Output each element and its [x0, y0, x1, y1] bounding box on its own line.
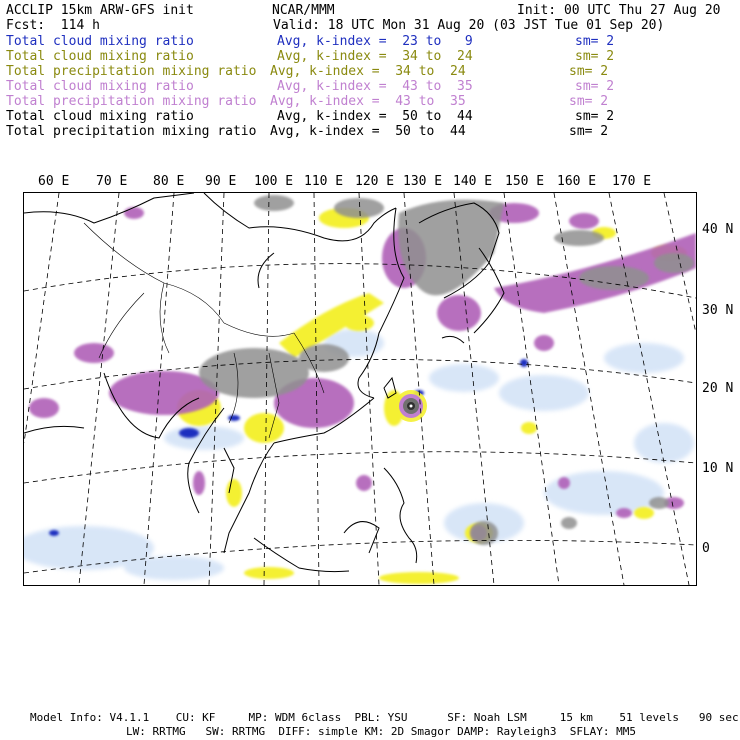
lat-label-20n: 20 N: [702, 381, 734, 396]
forecast-hour: Fcst: 114 h: [6, 18, 100, 33]
lat-label-40n: 40 N: [702, 222, 734, 237]
lon-label-110e: 110 E: [304, 174, 344, 189]
legend-sm-7: sm= 2: [569, 124, 609, 139]
legend-field-7: Total precipitation mixing ratio: [6, 124, 257, 139]
lat-label-30n: 30 N: [702, 303, 734, 318]
legend-field-6: Total cloud mixing ratio: [6, 109, 194, 124]
lon-label-80e: 80 E: [153, 174, 185, 189]
legend-sm-6: sm= 2: [575, 109, 615, 124]
legend-avg-6: Avg, k-index = 50 to 44: [277, 109, 473, 124]
legend-avg-1: Avg, k-index = 23 to 9: [277, 34, 473, 49]
lat-label-10n: 10 N: [702, 461, 734, 476]
legend-sm-3: sm= 2: [569, 64, 609, 79]
legend-avg-7: Avg, k-index = 50 to 44: [270, 124, 466, 139]
legend-field-5: Total precipitation mixing ratio: [6, 94, 257, 109]
legend-field-1: Total cloud mixing ratio: [6, 34, 194, 49]
legend-sm-5: sm= 2: [569, 94, 609, 109]
legend-sm-4: sm= 2: [575, 79, 615, 94]
valid-time: Valid: 18 UTC Mon 31 Aug 20 (03 JST Tue 01 Sep 20): [273, 18, 665, 33]
model-info-line1: Model Info: V4.1.1 CU: KF MP: WDM 6class PBL: YSU SF: Noah LSM 15 km 51 levels 90 sec: [30, 711, 739, 724]
lon-label-140e: 140 E: [453, 174, 493, 189]
legend-field-3: Total precipitation mixing ratio: [6, 64, 257, 79]
map-panel: [23, 192, 697, 586]
map-canvas: [24, 193, 696, 585]
lon-label-70e: 70 E: [96, 174, 128, 189]
typhoon-feature: [395, 390, 427, 422]
init-time: Init: 00 UTC Thu 27 Aug 20: [517, 3, 721, 18]
lon-label-90e: 90 E: [205, 174, 237, 189]
legend-avg-2: Avg, k-index = 34 to 24: [277, 49, 473, 64]
legend-sm-1: sm= 2: [575, 34, 615, 49]
model-title: ACCLIP 15km ARW-GFS init: [6, 3, 194, 18]
lon-label-60e: 60 E: [38, 174, 70, 189]
legend-avg-5: Avg, k-index = 43 to 35: [270, 94, 466, 109]
lon-label-130e: 130 E: [403, 174, 443, 189]
lon-label-160e: 160 E: [557, 174, 597, 189]
lat-label-0: 0: [702, 541, 710, 556]
model-info-line2: LW: RRTMG SW: RRTMG DIFF: simple KM: 2D Smagor DAMP: Rayleigh3 SFLAY: MM5: [126, 725, 636, 738]
legend-avg-3: Avg, k-index = 34 to 24: [270, 64, 466, 79]
legend-avg-4: Avg, k-index = 43 to 35: [277, 79, 473, 94]
legend-field-4: Total cloud mixing ratio: [6, 79, 194, 94]
light-blue-cloud-layer: [24, 329, 694, 580]
lon-label-150e: 150 E: [505, 174, 545, 189]
legend-field-2: Total cloud mixing ratio: [6, 49, 194, 64]
lon-label-100e: 100 E: [254, 174, 294, 189]
lon-label-120e: 120 E: [355, 174, 395, 189]
center-label: NCAR/MMM: [272, 3, 335, 18]
legend-sm-2: sm= 2: [575, 49, 615, 64]
lon-label-170e: 170 E: [612, 174, 652, 189]
